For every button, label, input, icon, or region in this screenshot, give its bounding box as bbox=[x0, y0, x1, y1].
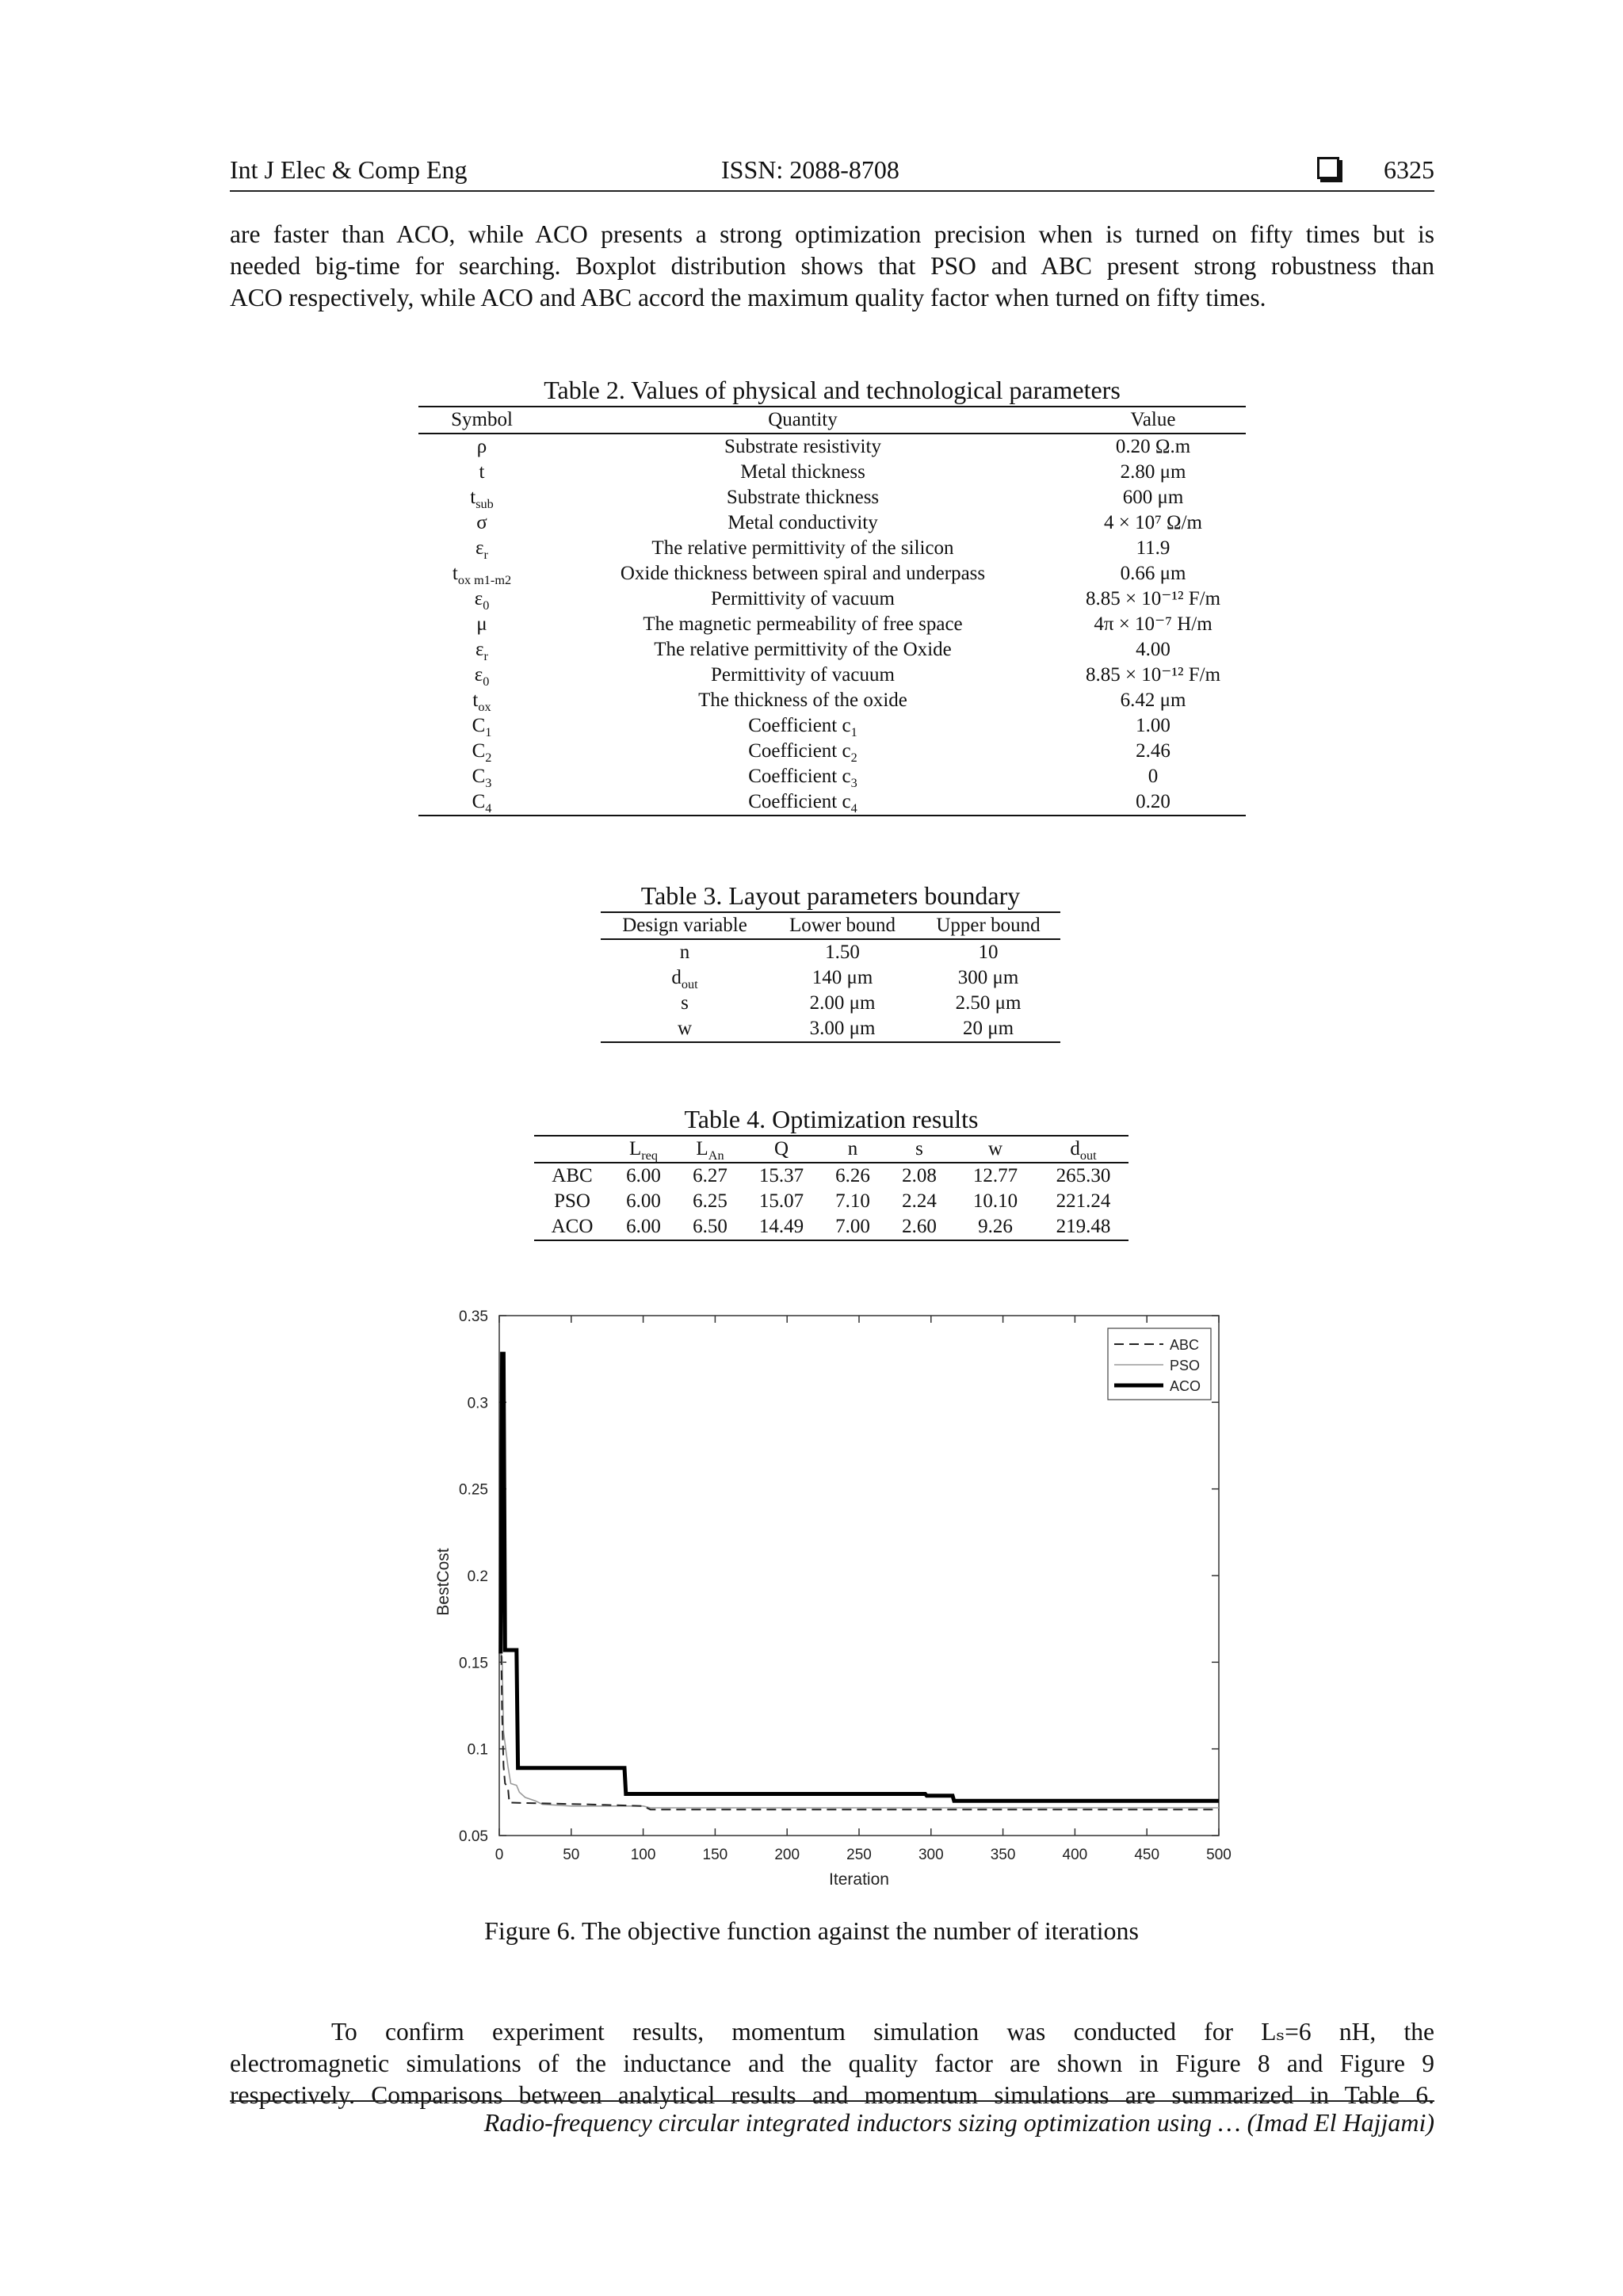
cell-text: Permittivity of vacuum bbox=[711, 588, 895, 609]
quantity-cell bbox=[545, 485, 1060, 510]
value-cell: 2.80 μm bbox=[1120, 461, 1186, 483]
cell-subscript: 0 bbox=[483, 674, 490, 689]
lower-bound-cell: 2.00 μm bbox=[809, 992, 876, 1014]
x-tick-label: 300 bbox=[918, 1847, 944, 1863]
cell-text: Substrate thickness bbox=[726, 487, 880, 508]
symbol-cell bbox=[418, 612, 545, 637]
y-axis-label: BestCost bbox=[434, 1548, 453, 1616]
table-row bbox=[418, 561, 1246, 586]
value-cell: 6.42 μm bbox=[1120, 690, 1186, 711]
cell-text: μ bbox=[476, 613, 487, 635]
header-cell bbox=[886, 1136, 953, 1163]
quantity-cell bbox=[545, 460, 1060, 485]
cell-text: Metal thickness bbox=[740, 461, 865, 483]
table-3-body bbox=[601, 939, 1060, 1042]
cell-subscript: req bbox=[641, 1148, 659, 1163]
table-row bbox=[418, 434, 1246, 460]
cell-subscript: out bbox=[1079, 1148, 1097, 1163]
table-row bbox=[418, 688, 1246, 713]
upper-bound-cell: 2.50 μm bbox=[955, 992, 1022, 1014]
paragraph-line: To confirm experiment results, momentum simulation was conducted for Lₛ=6 nH, the bbox=[331, 2018, 1434, 2046]
header-value: Value bbox=[1060, 407, 1246, 434]
cell-text: t bbox=[470, 487, 476, 508]
cell-text: ε bbox=[474, 588, 483, 609]
paragraph-line: electromagnetic simulations of the inductance and the quality factor are shown in Figure 8 and Figure 9 bbox=[230, 2050, 1434, 2077]
table-row bbox=[418, 663, 1246, 688]
symbol-cell bbox=[418, 485, 545, 510]
cell-text: n bbox=[679, 942, 690, 963]
paragraph-line: ACO respectively, while ACO and ABC accord the maximum quality factor when turned on fifty times. bbox=[230, 284, 1266, 311]
result-cell: 6.00 bbox=[626, 1190, 661, 1212]
table-4-body bbox=[534, 1163, 1128, 1240]
result-cell: 12.77 bbox=[972, 1165, 1018, 1186]
cell-subscript: sub bbox=[475, 497, 494, 511]
cell-text: Permittivity of vacuum bbox=[711, 664, 895, 686]
table-row bbox=[418, 586, 1246, 612]
result-cell: 6.25 bbox=[693, 1190, 727, 1212]
header-cell bbox=[1038, 1136, 1128, 1163]
table-row bbox=[418, 637, 1246, 663]
result-cell: 9.26 bbox=[953, 1214, 1038, 1240]
symbol-cell bbox=[418, 536, 545, 561]
result-cell: 2.24 bbox=[902, 1190, 937, 1212]
cell-text: C bbox=[472, 791, 486, 812]
quantity-cell bbox=[545, 586, 1060, 612]
symbol-cell bbox=[418, 586, 545, 612]
quantity-cell bbox=[545, 510, 1060, 536]
cell-text: w bbox=[677, 1018, 693, 1039]
table-header-row bbox=[601, 912, 1060, 939]
table-4-caption: Table 4. Optimization results bbox=[684, 1105, 979, 1133]
table-header-row bbox=[534, 1136, 1128, 1163]
variable-cell bbox=[601, 1016, 769, 1042]
x-tick-label: 100 bbox=[630, 1847, 656, 1863]
lower-bound-cell: 3.00 μm bbox=[769, 1016, 916, 1042]
cell-text: Coefficient c bbox=[748, 715, 851, 736]
running-footer: Radio-frequency circular integrated inductors sizing optimization using … (Imad El Hajjami) bbox=[230, 2100, 1434, 2137]
cell-subscript: r bbox=[483, 649, 488, 663]
table-row bbox=[534, 1189, 1128, 1214]
table-row bbox=[418, 536, 1246, 561]
result-cell: 265.30 bbox=[1056, 1165, 1111, 1186]
cell-subscript: 1 bbox=[850, 725, 857, 739]
symbol-cell bbox=[418, 764, 545, 789]
header-cell bbox=[610, 1136, 677, 1163]
cell-subscript: ox bbox=[478, 700, 491, 714]
cell-subscript: 0 bbox=[483, 598, 490, 613]
value-cell: 4π × 10⁻⁷ H/m bbox=[1094, 613, 1212, 635]
cell-text: d bbox=[1070, 1138, 1080, 1159]
table-row bbox=[418, 713, 1246, 739]
header-design-variable: Design variable bbox=[601, 912, 769, 939]
result-cell: 15.07 bbox=[758, 1190, 804, 1212]
table-row bbox=[418, 789, 1246, 816]
cell-text: C bbox=[472, 766, 486, 787]
quantity-cell bbox=[545, 739, 1060, 764]
x-tick-label: 0 bbox=[495, 1847, 504, 1863]
result-cell: 2.08 bbox=[902, 1165, 937, 1186]
cell-text: d bbox=[671, 967, 682, 988]
result-cell: 6.50 bbox=[677, 1214, 743, 1240]
result-cell: 6.00 bbox=[610, 1214, 677, 1240]
value-cell: 2.46 bbox=[1136, 740, 1170, 762]
value-cell: 0.66 μm bbox=[1120, 563, 1186, 584]
cell-text: The magnetic permeability of free space bbox=[643, 613, 963, 635]
x-tick-label: 350 bbox=[990, 1847, 1016, 1863]
table-3 bbox=[601, 911, 1060, 1043]
table-row bbox=[601, 991, 1060, 1016]
cell-text: w bbox=[987, 1138, 1003, 1159]
cell-text: ε bbox=[475, 639, 484, 660]
chart-legend bbox=[1108, 1328, 1211, 1400]
x-tick-label: 450 bbox=[1134, 1847, 1160, 1863]
value-cell: 0 bbox=[1148, 766, 1159, 787]
table-row bbox=[418, 510, 1246, 536]
legend-label-aco: ACO bbox=[1170, 1378, 1201, 1394]
cell-subscript: An bbox=[708, 1148, 724, 1163]
cell-text: t bbox=[452, 563, 458, 584]
figure-6-caption: Figure 6. The objective function against the number of iterations bbox=[484, 1916, 1139, 1945]
table-row bbox=[418, 612, 1246, 637]
cell-text: n bbox=[847, 1138, 858, 1159]
result-cell: 6.00 bbox=[626, 1165, 661, 1186]
cell-subscript: 3 bbox=[485, 776, 492, 790]
value-cell: 0.20 bbox=[1060, 789, 1246, 816]
table-row bbox=[418, 739, 1246, 764]
cell-text: Substrate resistivity bbox=[724, 436, 881, 457]
result-cell: 7.10 bbox=[835, 1190, 870, 1212]
quantity-cell bbox=[545, 663, 1060, 688]
paragraph-line: are faster than ACO, while ACO presents a strong optimization precision when is turned on fifty times but is bbox=[230, 220, 1434, 248]
x-axis-label: Iteration bbox=[829, 1870, 889, 1886]
cell-subscript: ox m1-m2 bbox=[457, 573, 512, 587]
legend-label-pso: PSO bbox=[1170, 1358, 1201, 1373]
result-cell: 219.48 bbox=[1038, 1214, 1128, 1240]
cell-subscript: out bbox=[681, 977, 698, 991]
result-cell: 2.60 bbox=[886, 1214, 953, 1240]
page-number: 6325 bbox=[1384, 155, 1434, 184]
lower-bound-cell: 140 μm bbox=[812, 967, 873, 988]
y-tick-label: 0.35 bbox=[459, 1308, 488, 1325]
x-tick-label: 250 bbox=[846, 1847, 872, 1863]
header-cell bbox=[534, 1136, 610, 1163]
cell-text: The relative permittivity of the Oxide bbox=[654, 639, 952, 660]
algorithm-cell: PSO bbox=[554, 1190, 590, 1212]
cell-subscript: 1 bbox=[485, 725, 492, 739]
header-quantity: Quantity bbox=[545, 407, 1060, 434]
symbol-cell bbox=[418, 789, 545, 816]
upper-bound-cell: 300 μm bbox=[957, 967, 1019, 988]
cell-text: Coefficient c bbox=[748, 740, 851, 762]
table-row bbox=[601, 939, 1060, 965]
header-cell bbox=[953, 1136, 1038, 1163]
header-upper-bound: Upper bound bbox=[916, 912, 1060, 939]
quantity-cell bbox=[545, 612, 1060, 637]
symbol-cell bbox=[418, 460, 545, 485]
table-2-caption: Table 2. Values of physical and technological parameters bbox=[544, 376, 1121, 404]
x-tick-label: 500 bbox=[1206, 1847, 1232, 1863]
quantity-cell bbox=[545, 561, 1060, 586]
symbol-cell bbox=[418, 688, 545, 713]
body-paragraph-2 bbox=[230, 2016, 1434, 2111]
y-tick-label: 0.05 bbox=[459, 1828, 488, 1845]
cell-text: ε bbox=[474, 664, 483, 686]
result-cell: 6.26 bbox=[835, 1165, 870, 1186]
x-tick-label: 200 bbox=[774, 1847, 800, 1863]
symbol-cell bbox=[418, 713, 545, 739]
table-header-row bbox=[418, 407, 1246, 434]
cell-subscript: 4 bbox=[485, 801, 492, 816]
journal-name: Int J Elec & Comp Eng bbox=[230, 155, 468, 184]
y-tick-label: 0.2 bbox=[467, 1568, 488, 1585]
result-cell: 221.24 bbox=[1056, 1190, 1111, 1212]
cell-text: s bbox=[915, 1138, 923, 1159]
y-tick-label: 0.3 bbox=[467, 1395, 488, 1412]
cell-subscript: 2 bbox=[850, 751, 857, 765]
cell-subscript: 2 bbox=[485, 751, 492, 765]
header-cell bbox=[743, 1136, 819, 1163]
cell-text: Metal conductivity bbox=[727, 512, 878, 533]
value-cell: 4.00 bbox=[1136, 639, 1170, 660]
algorithm-cell: ACO bbox=[534, 1214, 610, 1240]
table-row bbox=[418, 485, 1246, 510]
table-row bbox=[601, 1016, 1060, 1042]
cell-text: The relative permittivity of the silicon bbox=[651, 537, 954, 559]
result-cell: 10.10 bbox=[972, 1190, 1018, 1212]
header-cell bbox=[819, 1136, 886, 1163]
upper-bound-cell: 10 bbox=[978, 942, 999, 963]
cell-text: σ bbox=[476, 512, 487, 533]
symbol-cell bbox=[418, 637, 545, 663]
quantity-cell bbox=[545, 688, 1060, 713]
table-row bbox=[534, 1214, 1128, 1240]
value-cell: 11.9 bbox=[1136, 537, 1170, 559]
cell-text: The thickness of the oxide bbox=[698, 690, 907, 711]
cell-text: ρ bbox=[476, 436, 487, 457]
checkbox-square-icon bbox=[1317, 157, 1339, 179]
cell-text: ε bbox=[475, 537, 484, 559]
value-cell: 4 × 10⁷ Ω/m bbox=[1103, 512, 1203, 533]
algorithm-cell: ABC bbox=[552, 1165, 593, 1186]
variable-cell bbox=[601, 965, 769, 991]
cell-text: t bbox=[472, 690, 479, 711]
table-row bbox=[418, 764, 1246, 789]
value-cell: 1.00 bbox=[1136, 715, 1170, 736]
symbol-cell bbox=[418, 561, 545, 586]
variable-cell bbox=[601, 939, 769, 965]
body-paragraph-1 bbox=[230, 219, 1434, 314]
value-cell: 8.85 × 10⁻¹² F/m bbox=[1085, 588, 1221, 609]
y-tick-label: 0.25 bbox=[459, 1481, 488, 1499]
cell-text: Q bbox=[773, 1138, 789, 1159]
quantity-cell bbox=[545, 789, 1060, 816]
quantity-cell bbox=[545, 764, 1060, 789]
table-3-caption: Table 3. Layout parameters boundary bbox=[640, 881, 1021, 910]
x-tick-label: 50 bbox=[563, 1847, 580, 1863]
cell-text: L bbox=[628, 1138, 642, 1159]
upper-bound-cell: 20 μm bbox=[916, 1016, 1060, 1042]
table-row bbox=[534, 1163, 1128, 1189]
quantity-cell bbox=[545, 637, 1060, 663]
y-tick-label: 0.1 bbox=[467, 1741, 488, 1759]
variable-cell bbox=[601, 991, 769, 1016]
issn-label: ISSN: 2088-8708 bbox=[721, 155, 899, 184]
cell-text: t bbox=[479, 461, 485, 483]
value-cell: 0.20 Ω.m bbox=[1115, 436, 1191, 457]
x-tick-label: 400 bbox=[1062, 1847, 1088, 1863]
symbol-cell bbox=[418, 739, 545, 764]
bestcost-vs-iteration-chart bbox=[412, 1300, 1236, 1886]
lower-bound-cell: 1.50 bbox=[825, 942, 860, 963]
header-lower-bound: Lower bound bbox=[769, 912, 916, 939]
header-symbol: Symbol bbox=[418, 407, 545, 434]
table-4 bbox=[534, 1135, 1128, 1241]
value-cell: 8.85 × 10⁻¹² F/m bbox=[1085, 664, 1221, 686]
result-cell: 7.00 bbox=[819, 1214, 886, 1240]
symbol-cell bbox=[418, 434, 545, 460]
result-cell: 15.37 bbox=[758, 1165, 804, 1186]
quantity-cell bbox=[545, 713, 1060, 739]
table-2 bbox=[418, 406, 1246, 816]
y-tick-label: 0.15 bbox=[459, 1655, 488, 1672]
legend-label-abc: ABC bbox=[1170, 1337, 1200, 1353]
value-cell: 600 μm bbox=[1122, 487, 1184, 508]
cell-text: Coefficient c bbox=[748, 766, 851, 787]
cell-text: Oxide thickness between spiral and underpass bbox=[620, 563, 986, 584]
cell-text: Coefficient c bbox=[748, 791, 851, 812]
quantity-cell bbox=[545, 434, 1060, 460]
paragraph-line: respectively. Comparisons between analytical results and momentum simulations are summarized in Table 6. bbox=[230, 2081, 1434, 2109]
result-cell: 6.27 bbox=[693, 1165, 727, 1186]
symbol-cell bbox=[418, 510, 545, 536]
header-cell bbox=[677, 1136, 743, 1163]
symbol-cell bbox=[418, 663, 545, 688]
cell-subscript: 4 bbox=[850, 801, 857, 816]
cell-subscript: 3 bbox=[850, 776, 857, 790]
cell-text: C bbox=[472, 715, 486, 736]
table-2-body bbox=[418, 434, 1246, 816]
paragraph-line: needed big-time for searching. Boxplot distribution shows that PSO and ABC present strong robustness than bbox=[230, 252, 1434, 280]
x-tick-label: 150 bbox=[702, 1847, 728, 1863]
cell-text: s bbox=[681, 992, 689, 1014]
running-header bbox=[230, 155, 1434, 192]
cell-subscript: r bbox=[483, 548, 488, 562]
result-cell: 14.49 bbox=[743, 1214, 819, 1240]
quantity-cell bbox=[545, 536, 1060, 561]
cell-text: L bbox=[696, 1138, 708, 1159]
table-row bbox=[601, 965, 1060, 991]
table-row bbox=[418, 460, 1246, 485]
cell-text: C bbox=[472, 740, 486, 762]
